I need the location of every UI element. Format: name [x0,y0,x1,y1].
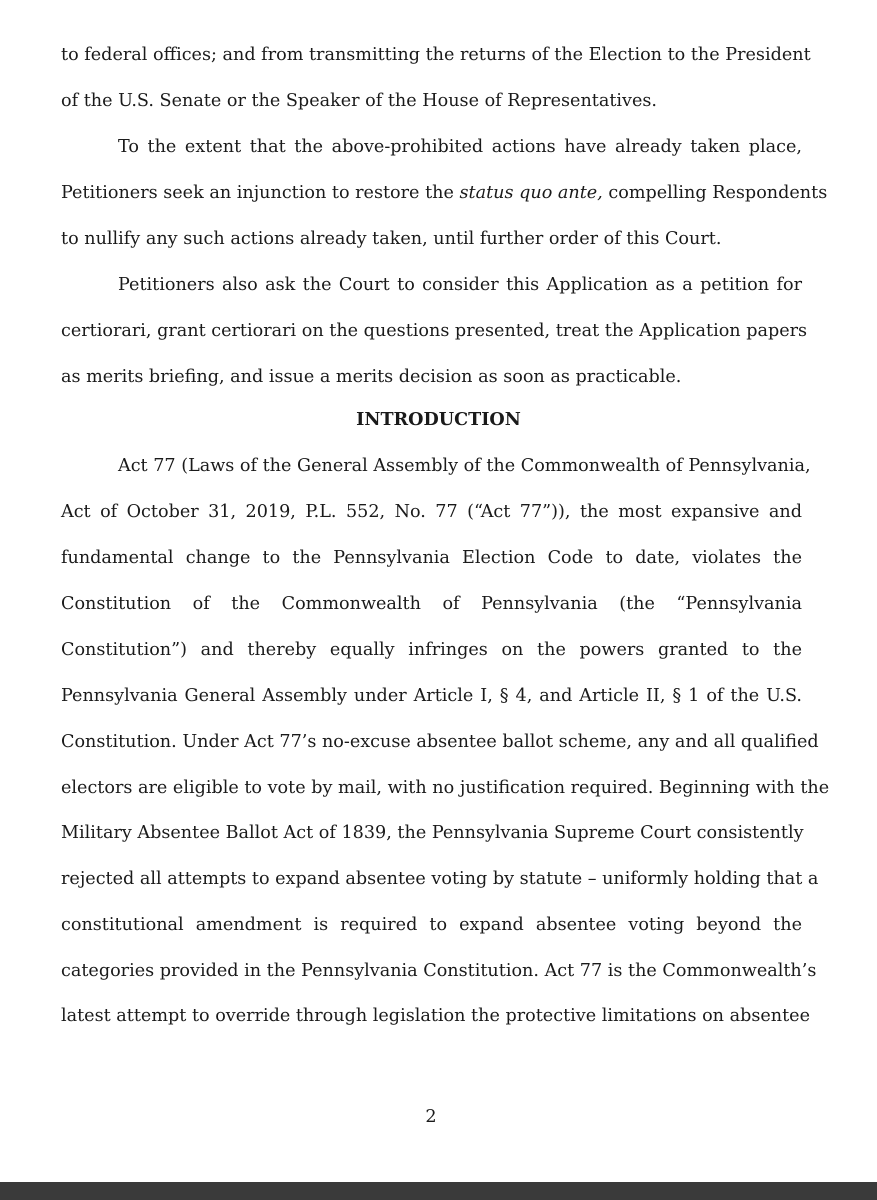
text-line: fundamental change to the Pennsylvania Election Code to date, violates the [61,548,802,568]
text-line: Pennsylvania General Assembly under Article I, § 4, and Article II, § 1 of the U.S. [61,686,802,706]
italic-phrase: status quo ante, [459,183,603,203]
text-line: certiorari, grant certiorari on the questions presented, treat the Application papers [61,321,808,341]
text-line: Constitution. Under Act 77’s no-excuse absentee ballot scheme, any and all qualified [61,732,819,752]
paragraph-first-line: Petitioners also ask the Court to consider this Application as a petition for [118,275,802,295]
text-line: Constitution”) and thereby equally infringes on the powers granted to the [61,640,802,660]
paragraph-first-line: To the extent that the above-prohibited actions have already taken place, [118,137,802,157]
text-line: as merits briefing, and issue a merits decision as soon as practicable. [61,367,682,387]
text-line: Military Absentee Ballot Act of 1839, the Pennsylvania Supreme Court consistently [61,823,804,843]
text-segment: Petitioners seek an injunction to restore the [61,183,460,203]
text-line: to nullify any such actions already taken, until further order of this Court. [61,229,722,249]
text-line: Act of October 31, 2019, P.L. 552, No. 77 (“Act 77”)), the most expansive and [61,502,802,522]
text-segment: compelling Respondents [602,183,828,203]
page-number: 2 [425,1107,437,1127]
text-line: categories provided in the Pennsylvania Constitution. Act 77 is the Commonwealth’s [61,961,817,981]
text-line: Constitution of the Commonwealth of Pennsylvania (the “Pennsylvania [61,594,802,614]
text-line: rejected all attempts to expand absentee voting by statute – uniformly holding that a [61,869,819,889]
text-line: of the U.S. Senate or the Speaker of the House of Representatives. [61,91,658,111]
text-line: to federal offices; and from transmitting the returns of the Election to the President [61,45,811,65]
text-line [61,182,828,204]
section-heading: INTRODUCTION [356,409,521,430]
paragraph-first-line: Act 77 (Laws of the General Assembly of the Commonwealth of Pennsylvania, [118,456,811,476]
text-line: constitutional amendment is required to expand absentee voting beyond the [61,915,802,935]
text-line: electors are eligible to vote by mail, with no justification required. Beginning with the [61,778,830,798]
text-line: latest attempt to override through legislation the protective limitations on absentee [61,1006,811,1026]
viewer-bottom-bar [0,1182,877,1200]
